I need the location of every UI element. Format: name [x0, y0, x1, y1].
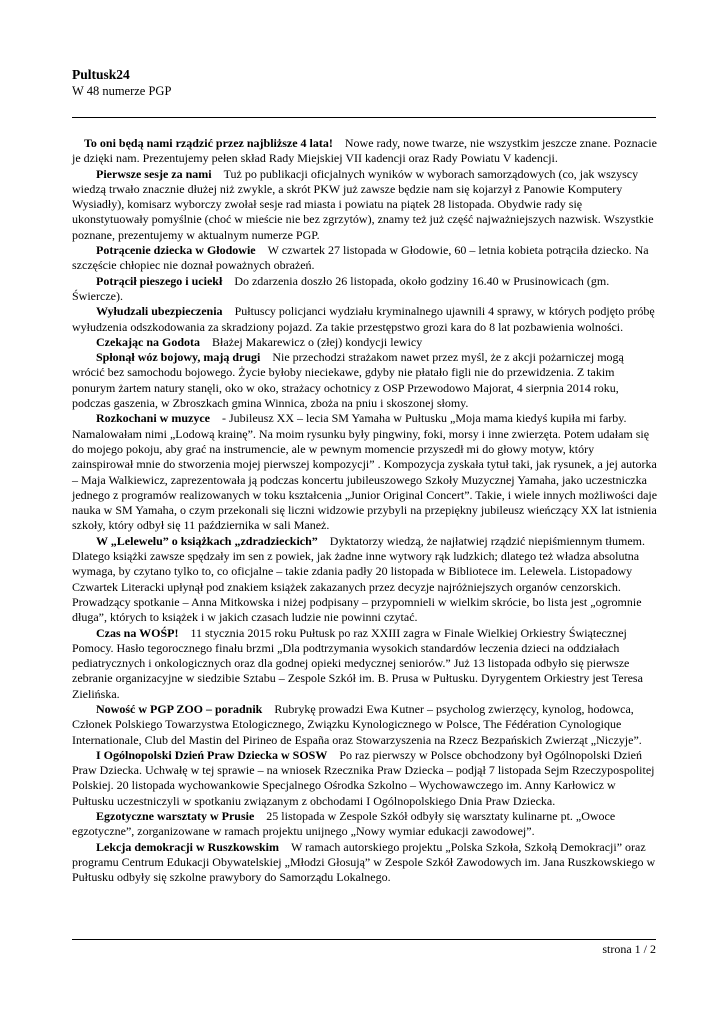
- article-body: Nie przechodzi strażakom nawet przez myśl, że z akcji pożarniczej mogą wrócić bez samochodu bojowego. Życie byłoby nieciekawe, gdyby nie płatało figli nie do przewidzenia. Z takim ponurym żartem natury stanęli, oko w oko, strażacy ochotnicy z OSP Przewodowo Majorat, 4 sierpnia 2014 roku, podczas gaszenia, w Zbroszkach gmina Winnica, zboża na pniu i skoszonej słomy.: [72, 350, 624, 411]
- article-body: Nowe rady, nowe twarze, nie wszystkim jeszcze znane. Poznacie je dzięki nam. Prezentujemy pełen skład Rady Miejskiej VII kadencji oraz Rady Powiatu V kadencji.: [72, 136, 657, 166]
- article-body: Pułtuscy policjanci wydziału kryminalnego ujawnili 4 sprawy, w których podjęto próbę wyłudzenia odszkodowania za skradziony pojazd. Za takie przestępstwo grozi kara do 8 lat pozbawienia wolności.: [72, 304, 655, 334]
- article-item: [72, 136, 658, 167]
- document-header: [72, 66, 657, 99]
- article-body: Do zdarzenia doszło 26 listopada, około godziny 16.40 w Prusinowicach (gm. Świercze).: [72, 273, 610, 303]
- article-item: [72, 809, 658, 840]
- article-item: [72, 304, 658, 335]
- article-body: - Jubileusz XX – lecia SM Yamaha w Pułtusku „Moja mama kiedyś kupiła mi farby. Namalowałam nimi „Lodową krainę”. Na moim rysunku były pingwiny, foki, morsy i inne zwierzęta. Potem udałam się do mojego pokoju, aby grać na instrumencie, ale w pewnym momencie przyszedł mi do głowy motyw, który zainspirował mnie do stworzenia mojej pierwszej kompozycji” . Kompozycja zyskała tytuł taki, jak rysunek, a jej autorka – Maja Walkiewicz, zaprezentowała ją podczas koncertu jubileuszowego Szkoły Muzycznej Yamaha, jako uczestniczka jednego z programów realizowanych w toku kształcenia „Junior Original Concert”. Takie, i wiele innych możliwości daje nauka w SM Yamaha, o czym przekonali się liczni widzowie przybyli na przepiękny jubileusz wieńczący XX lat istnienia szkoły, który odbył się 11 października w sali Maneż.: [72, 411, 658, 533]
- article-heading: Czas na WOŚP!: [96, 625, 179, 640]
- article-body: W czwartek 27 listopada w Głodowie, 60 – letnia kobieta potrąciła dziecko. Na szczęście chłopiec nie doznał poważnych obrażeń.: [72, 243, 649, 273]
- article-item: [72, 626, 658, 702]
- article-item: [72, 534, 658, 626]
- article-heading: I Ogólnopolski Dzień Praw Dziecka w SOSW: [96, 747, 328, 762]
- article-heading: Potrącenie dziecka w Głodowie: [96, 243, 256, 258]
- article-body: Tuż po publikacji oficjalnych wyników w wyborach samorządowych (co, jak wszyscy wiedzą trwało znacznie dłużej niż zwykle, a skrót PKW już zawsze będzie nam się kojarzył z Panowie Komputery Wysiadły), komisarz wyborczy zwołał sesje rad miasta i powiatu na piątek 28 listopada. Obydwie rady się ukonstytuowały pomyślnie (choć w mieście nie bez zgrzytów), znamy też już część najważniejszych nazwisk. Wszystkie poznane, prezentujemy w aktualnym numerze PGP.: [72, 166, 654, 242]
- article-item: [72, 748, 658, 809]
- article-heading: Lekcja demokracji w Ruszkowskim: [96, 839, 279, 854]
- article-body: W ramach autorskiego projektu „Polska Szkoła, Szkołą Demokracji” oraz programu Centrum Edukacji Obywatelskiej „Młodzi Głosują” w Zespole Szkół Zawodowych im. Jana Ruszkowskiego w Pułtusku odbyły się szkolne prawybory do Samorządu Lokalnego.: [72, 839, 656, 885]
- article-body: Błażej Makarewicz o (złej) kondycji lewicy: [212, 334, 423, 349]
- article-body: Rubrykę prowadzi Ewa Kutner – psycholog zwierzęcy, kynolog, hodowca, Członek Polskiego Towarzystwa Etologicznego, Związku Kynologicznego w Polsce, The Fédération Cynologique Internationale, Club del Mastin del Pirineo de España oraz Stowarzyszenia na Rzecz Bezpańskich Zwierząt „Niczyje”.: [72, 701, 642, 747]
- article-body: Dyktatorzy wiedzą, że najłatwiej rządzić niepiśmiennym tłumem. Dlatego książki zawsze spędzały im sen z powiek, jak żadne inne wytwory rąk ludzkich; dlatego też władza absolutna wymaga, by czytano tylko to, co oficjalne – takie zdania padły 20 listopada w Bibliotece im. Lelewela. Listopadowy Czwartek Literacki upłynął pod znakiem książek zakazanych przez decyzje najróżniejszych organów cenzorskich. Prowadzący spotkanie – Anna Mitkowska i niżej podpisany – przypomnieli w wielkim skrócie, bo lista jest „ogromnie długa”, których to książek i w jakich czasach ludzie nie powinni czytać.: [72, 533, 645, 625]
- article-list: [72, 136, 658, 886]
- article-body: Po raz pierwszy w Polsce obchodzony był Ogólnopolski Dzień Praw Dziecka. Uchwałę w tej sprawie – na wniosek Rzecznika Praw Dziecka – podjął 7 listopada Sejm Rzeczypospolitej Polskiej. 20 listopada wychowankowie Specjalnego Ośrodka Szkolno – Wychowawczego im. Anny Karłowicz w Pułtusku uczestniczyli w spotkaniu związanym z obchodami I Ogólnopolskiego Dnia Praw Dziecka.: [72, 747, 655, 808]
- article-heading: Nowość w PGP ZOO – poradnik: [96, 701, 263, 716]
- article-heading: W „Lelewelu” o książkach „zdradzieckich”: [96, 533, 318, 548]
- article-item: [72, 167, 658, 243]
- article-heading: Czekając na Godota: [96, 334, 200, 349]
- article-item: [72, 411, 658, 533]
- article-item: [72, 840, 658, 886]
- article-item: [72, 702, 658, 748]
- top-divider: [72, 117, 656, 118]
- article-heading: Potrącił pieszego i uciekł: [96, 273, 223, 288]
- article-body: 25 listopada w Zespole Szkół odbyły się warsztaty kulinarne pt. „Owoce egzotyczne”, zorganizowane w ramach projektu unijnego „Nowy wymiar edukacji zawodowej”.: [72, 809, 616, 839]
- issue-subtitle: W 48 numerze PGP: [72, 84, 172, 98]
- article-heading: To oni będą nami rządzić przez najbliższe 4 lata!: [84, 136, 333, 150]
- article-item: [72, 350, 658, 411]
- bottom-divider: [72, 939, 656, 940]
- article-item: [72, 274, 658, 305]
- article-body: 11 stycznia 2015 roku Pułtusk po raz XXIII zagra w Finale Wielkiej Orkiestry Świątecznej Pomocy. Hasło tegorocznego finału brzmi „Dla podtrzymania wysokich standardów leczenia dzieci na oddziałach pediatrycznych i onkologicznych oraz dla godnej opieki medycznej seniorów.” Już 13 listopada odbyło się pierwsze zebranie organizacyjne w siedzibie Sztabu – Zespole Szkół im. B. Prusa w Pułtusku. Dyrygentem Orkiestry jest Teresa Zielińska.: [72, 625, 643, 701]
- site-title: Pultusk24: [72, 67, 130, 82]
- article-heading: Pierwsze sesje za nami: [96, 166, 212, 181]
- article-heading: Spłonął wóz bojowy, mają drugi: [96, 350, 261, 365]
- article-item: [72, 335, 658, 350]
- article-heading: Rozkochani w muzyce: [96, 411, 210, 426]
- page-number: strona 1 / 2: [602, 942, 656, 956]
- article-heading: Egzotyczne warsztaty w Prusie: [96, 809, 255, 824]
- article-item: [72, 243, 658, 274]
- article-heading: Wyłudzali ubezpieczenia: [96, 304, 223, 319]
